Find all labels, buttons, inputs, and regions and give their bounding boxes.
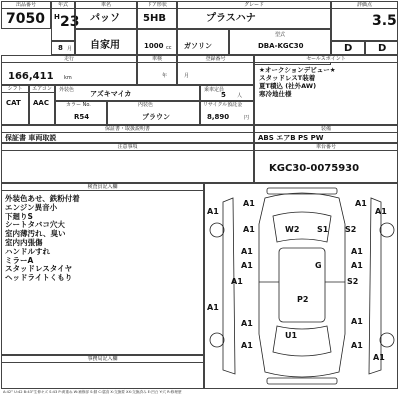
aircon-cell <box>29 85 55 125</box>
lot-number-cell <box>1 1 51 29</box>
notes-cell <box>1 143 254 183</box>
wheel-rear-right <box>380 333 394 347</box>
mileage-unit: km <box>64 75 72 81</box>
seats-label: 乗車定員 <box>204 87 225 93</box>
docs-cell <box>1 125 254 143</box>
wheel-rear-left <box>210 333 224 347</box>
interior-color-cell <box>107 101 200 125</box>
displacement: 1000 <box>144 42 164 50</box>
registration-cell <box>177 55 254 85</box>
damage-mark: S2 <box>347 277 359 286</box>
displacement-cell <box>137 29 177 55</box>
inspector-notes-list <box>5 195 80 283</box>
color-no-label: カラー No. <box>66 102 91 108</box>
registration-label: 登録番号 <box>178 56 253 63</box>
interior-score: D <box>344 43 353 54</box>
shift-label: シフト <box>2 86 28 93</box>
roof <box>279 248 325 322</box>
color-no-cell <box>55 101 107 125</box>
car-name: パッソ <box>90 13 120 24</box>
month-cell <box>51 41 75 55</box>
era: H <box>54 13 60 21</box>
recycle-label: リサイクル預託金 <box>203 102 243 108</box>
damage-mark: A1 <box>351 317 363 326</box>
seats-unit: 人 <box>237 93 243 99</box>
usage: 自家用 <box>90 40 120 51</box>
note-item: シートタバコ穴大 <box>5 220 65 230</box>
recycle-cell <box>200 101 254 125</box>
inspection-year-unit: 年 <box>162 73 168 79</box>
damage-mark: S2 <box>345 225 357 234</box>
wheel-front-left <box>210 223 224 237</box>
damage-mark: A1 <box>241 247 253 256</box>
door-type: 5HB <box>143 13 166 24</box>
year-cell <box>51 1 80 41</box>
inspector-notes-title: 検査員記入欄 <box>2 184 203 191</box>
sales-point-title: セールスポイント <box>255 56 397 63</box>
damage-mark: A1 <box>375 207 387 216</box>
damage-mark: A1 <box>231 277 243 286</box>
note-item: ミラーA <box>5 255 34 265</box>
note-item: エンジン異音小 <box>5 202 58 212</box>
note-item: 外装色あせ、鉄粉付着 <box>5 194 80 203</box>
shift-cell <box>1 85 29 125</box>
seats: 5 <box>221 91 226 99</box>
note-item: 室内薄汚れ、臭い <box>5 229 66 239</box>
interior-color: ブラウン <box>142 113 170 121</box>
inspection-cell <box>137 55 177 85</box>
exterior-score: D <box>378 43 387 54</box>
damage-mark: A1 <box>351 261 363 270</box>
damage-mark: U1 <box>285 331 298 340</box>
grade-cell <box>177 1 331 29</box>
sales-point-box <box>254 55 398 125</box>
damage-mark: P2 <box>297 295 309 304</box>
exterior-color-cell <box>55 85 200 101</box>
damage-mark: A1 <box>351 247 363 256</box>
mileage-cell <box>1 55 137 85</box>
fuel: ガソリン <box>184 42 212 50</box>
chassis-title: 車台番号 <box>255 144 397 151</box>
door-label: ドア形状 <box>138 2 176 9</box>
seats-cell <box>200 85 254 101</box>
inspection-label: 車検 <box>138 56 176 63</box>
damage-mark: A1 <box>351 341 363 350</box>
damage-mark: A1 <box>355 199 367 208</box>
wheel-front-right <box>380 223 394 237</box>
registration-month-unit: 月 <box>184 73 190 79</box>
chassis-number: KGC30-0075930 <box>269 163 360 174</box>
grade-label: グレード <box>178 2 330 9</box>
model-cell <box>229 29 331 55</box>
sales-point-item: 夏T積込 (社外AW) <box>259 82 317 90</box>
model-label: 型式 <box>275 32 286 38</box>
damage-mark: A1 <box>241 261 253 270</box>
legend-footer: A:42° U:42 B:43°生伸キズ S:43 P:黄重ね W:補修部 S:錆 C:腐食 X:交換要 XX:交換済み E:凹凸 Y:穴 R:修理歴 <box>3 390 182 394</box>
damage-mark: G <box>315 261 322 270</box>
year: 23 <box>60 14 80 30</box>
equip-title: 装備 <box>255 126 397 133</box>
left-side-view <box>223 198 235 374</box>
fuel-cell <box>177 29 229 55</box>
car-name-label: 車名 <box>76 2 136 9</box>
admin-box <box>1 355 204 389</box>
damage-mark: A1 <box>241 319 253 328</box>
grade: プラスハナ <box>206 13 256 24</box>
score-cell <box>331 1 398 41</box>
mileage-value: 166,411 <box>8 71 54 82</box>
exterior-color-label: 外装色 <box>59 87 75 93</box>
sales-point-item: スタッドレスT装着 <box>259 74 316 82</box>
aircon: AAC <box>33 99 49 107</box>
interior-score-cell <box>331 41 365 55</box>
cc-unit: cc <box>166 45 172 51</box>
equip-value: ABS エアB PS PW <box>258 134 324 142</box>
lot-number: 7050 <box>6 11 45 27</box>
car-name-cell <box>75 1 137 29</box>
door-cell <box>137 1 177 29</box>
damage-mark: A1 <box>241 341 253 350</box>
notes-title: 注意事項 <box>2 144 253 151</box>
year-label: 年式 <box>52 2 74 9</box>
note-item: 室内内張傷 <box>5 237 43 247</box>
sales-point-item: ★オークションデビュー★ <box>259 66 336 74</box>
exterior-color: アズキマイカ <box>90 90 132 98</box>
month-unit: 月 <box>67 46 73 52</box>
auction-sheet <box>1 1 398 389</box>
score-label: 評価点 <box>332 2 397 9</box>
sales-point-item: 寒冷地仕様 <box>259 90 292 98</box>
recycle: 8,890 <box>207 113 230 121</box>
aircon-label: エアコン <box>30 86 54 93</box>
month: 8 <box>58 44 63 52</box>
damage-mark: A1 <box>207 303 219 312</box>
note-item: スタッドレスタイヤ <box>5 264 73 274</box>
car-diagram-box <box>204 183 398 389</box>
interior-color-label: 内装色 <box>138 102 154 108</box>
lot-number-label: 出品番号 <box>2 2 50 9</box>
damage-mark: W2 <box>285 225 300 234</box>
usage-cell <box>75 29 137 55</box>
rear-window <box>273 326 331 356</box>
chassis-cell <box>254 143 398 183</box>
note-item: 下廻りS <box>5 211 33 221</box>
note-item: ハンドルすれ <box>5 246 50 256</box>
damage-mark: S1 <box>317 225 329 234</box>
equip-cell <box>254 125 398 143</box>
docs-value: 保証書 車両取説 <box>5 134 57 142</box>
docs-title: 保証書・取扱説明書 <box>2 126 253 133</box>
damage-mark: A1 <box>243 225 255 234</box>
damage-mark: A1 <box>373 353 385 362</box>
damage-mark: A1 <box>207 207 219 216</box>
score: 3.5 <box>372 13 397 29</box>
sales-point-list <box>259 66 336 98</box>
car-diagram <box>205 184 399 390</box>
shift: CAT <box>6 99 21 107</box>
note-item: ヘッドライトくもり <box>5 273 73 283</box>
model-code: DBA-KGC30 <box>258 42 304 50</box>
color-no: R54 <box>74 113 90 121</box>
right-side-view <box>369 198 381 374</box>
mileage-label: 走行 <box>2 56 136 63</box>
admin-title: 事務局記入欄 <box>2 356 203 363</box>
inspector-notes-box <box>1 183 204 355</box>
rear-bumper <box>267 378 337 384</box>
exterior-score-cell <box>365 41 398 55</box>
yen-unit: 円 <box>244 115 250 121</box>
car-body-outline <box>259 193 345 377</box>
damage-mark: A1 <box>243 199 255 208</box>
